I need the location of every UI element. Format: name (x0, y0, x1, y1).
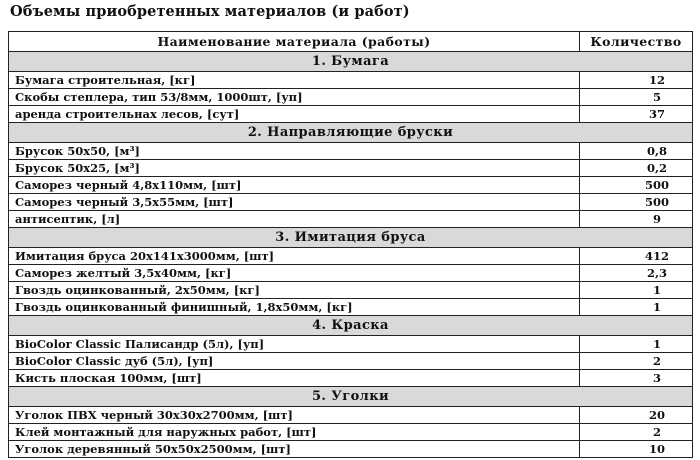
table-row (9, 336, 693, 353)
table-row (9, 353, 693, 370)
quantity-cell: 1 (580, 282, 693, 299)
material-name-cell: Уголок деревянный 50х50х2500мм, [шт] (9, 441, 580, 458)
material-name-cell: BioColor Classic Палисандр (5л), [уп] (9, 336, 580, 353)
material-name-cell: Имитация бруса 20х141х3000мм, [шт] (9, 248, 580, 265)
quantity-cell: 412 (580, 248, 693, 265)
quantity-cell: 10 (580, 441, 693, 458)
quantity-cell: 20 (580, 407, 693, 424)
name-column-header: Наименование материала (работы) (9, 32, 580, 52)
quantity-cell: 500 (580, 194, 693, 211)
quantity-cell: 2 (580, 353, 693, 370)
table-row (9, 143, 693, 160)
material-name-cell: Саморез желтый 3,5х40мм, [кг] (9, 265, 580, 282)
quantity-cell: 500 (580, 177, 693, 194)
material-name-cell: Саморез черный 3,5х55мм, [шт] (9, 194, 580, 211)
material-name-cell: Гвоздь оцинкованный финишный, 1,8х50мм, [кг] (9, 299, 580, 316)
table-row (9, 160, 693, 177)
material-name-cell: Брусок 50х50, [м³] (9, 143, 580, 160)
section-title: 4. Краска (9, 316, 693, 336)
table-row (9, 299, 693, 316)
material-name-cell: аренда строительнах лесов, [сут] (9, 106, 580, 123)
section-title: 5. Уголки (9, 387, 693, 407)
section-header-row (9, 387, 693, 407)
section-header-row (9, 52, 693, 72)
quantity-cell: 9 (580, 211, 693, 228)
section-header-row (9, 228, 693, 248)
section-header-row (9, 316, 693, 336)
table-row (9, 370, 693, 387)
quantity-cell: 37 (580, 106, 693, 123)
table-row (9, 441, 693, 458)
section-title: 2. Направляющие бруски (9, 123, 693, 143)
table-row (9, 407, 693, 424)
quantity-cell: 3 (580, 370, 693, 387)
material-name-cell: Гвоздь оцинкованный, 2х50мм, [кг] (9, 282, 580, 299)
quantity-column-header: Количество (580, 32, 693, 52)
quantity-cell: 1 (580, 299, 693, 316)
table-row (9, 106, 693, 123)
table-header-row (9, 32, 693, 52)
table-row (9, 211, 693, 228)
material-name-cell: Саморез черный 4,8х110мм, [шт] (9, 177, 580, 194)
materials-table (8, 31, 693, 458)
quantity-cell: 12 (580, 72, 693, 89)
material-name-cell: BioColor Classic дуб (5л), [уп] (9, 353, 580, 370)
material-name-cell: Бумага строительная, [кг] (9, 72, 580, 89)
table-row (9, 248, 693, 265)
material-name-cell: Скобы степлера, тип 53/8мм, 1000шт, [уп] (9, 89, 580, 106)
quantity-cell: 1 (580, 336, 693, 353)
section-title: 1. Бумага (9, 52, 693, 72)
quantity-cell: 0,8 (580, 143, 693, 160)
material-name-cell: Уголок ПВХ черный 30х30х2700мм, [шт] (9, 407, 580, 424)
quantity-cell: 0,2 (580, 160, 693, 177)
material-name-cell: Кисть плоская 100мм, [шт] (9, 370, 580, 387)
quantity-cell: 5 (580, 89, 693, 106)
material-name-cell: Клей монтажный для наружных работ, [шт] (9, 424, 580, 441)
section-header-row (9, 123, 693, 143)
table-row (9, 89, 693, 106)
table-row (9, 194, 693, 211)
section-title: 3. Имитация бруса (9, 228, 693, 248)
table-row (9, 72, 693, 89)
table-row (9, 424, 693, 441)
table-row (9, 177, 693, 194)
quantity-cell: 2,3 (580, 265, 693, 282)
page-title: Объемы приобретенных материалов (и работ) (10, 3, 410, 20)
material-name-cell: Брусок 50х25, [м³] (9, 160, 580, 177)
table-row (9, 265, 693, 282)
material-name-cell: антисептик, [л] (9, 211, 580, 228)
table-row (9, 282, 693, 299)
quantity-cell: 2 (580, 424, 693, 441)
